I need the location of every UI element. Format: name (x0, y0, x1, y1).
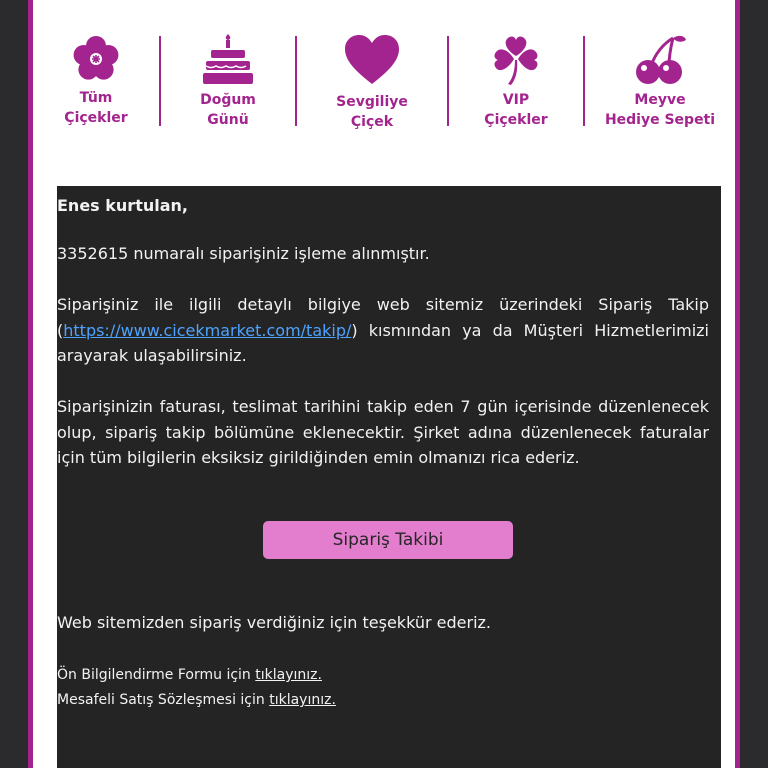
invoice-paragraph: Siparişinizin faturası, teslimat tarihini takip eden 7 gün içerisinde düzenlenecek olup, sipariş takip bölümüne eklenecektir. Şirket adına düzenlenecek faturalar için tüm bilgilerin eksiksiz girildiğinden emin olmanızı rica ederiz. (57, 397, 709, 467)
form1-link[interactable]: tıklayınız. (255, 667, 322, 683)
thanks-line: Web sitemizden sipariş verdiğiniz için teşekkür ederiz. (57, 613, 491, 632)
cherry-icon (633, 34, 687, 86)
email-sheet (28, 0, 740, 768)
form1-text: Ön Bilgilendirme Formu için (57, 667, 256, 683)
flower-icon (71, 34, 121, 84)
form1-line (57, 665, 322, 685)
category-vip-cicekler[interactable] (449, 34, 583, 130)
form2-link[interactable]: tıklayınız. (269, 692, 336, 708)
form2-text: Mesafeli Satış Sözleşmesi için (57, 692, 270, 708)
order-line: 3352615 numaralı siparişiniz işleme alınmıştır. (57, 244, 430, 263)
category-label: Sevgiliye Çiçek (336, 94, 408, 130)
category-label: VIP Çiçekler (484, 92, 548, 128)
tracking-link[interactable]: https://www.cicekmarket.com/takip/ (63, 320, 352, 340)
category-tum-cicekler[interactable] (33, 34, 159, 128)
category-dogum-gunu[interactable] (161, 34, 295, 130)
category-meyve-hediye-sepeti[interactable] (585, 34, 735, 130)
detail-text-end: ) kısmından ya da Müşteri Hizmetlerimizi arayarak ulaşabilirsiniz. (57, 320, 709, 365)
order-tracking-button[interactable]: Sipariş Takibi (263, 521, 513, 559)
category-label: Meyve Hediye Sepeti (604, 92, 716, 128)
category-sevgiliye-cicek[interactable] (297, 34, 447, 132)
greeting: Enes kurtulan, (57, 196, 188, 215)
category-label: Doğum Günü (200, 92, 256, 128)
category-bar (33, 34, 735, 134)
category-label: Tüm Çiçekler (64, 90, 128, 126)
clover-icon (491, 34, 541, 86)
detail-text: Siparişiniz ile ilgili detaylı bilgiye web sitemiz üzerindeki Sipariş Takip ( (57, 295, 709, 340)
form2-line (57, 690, 336, 710)
heart-icon (344, 34, 400, 86)
cake-icon (201, 34, 255, 86)
detail-paragraph (57, 292, 709, 369)
message-card (57, 186, 721, 768)
